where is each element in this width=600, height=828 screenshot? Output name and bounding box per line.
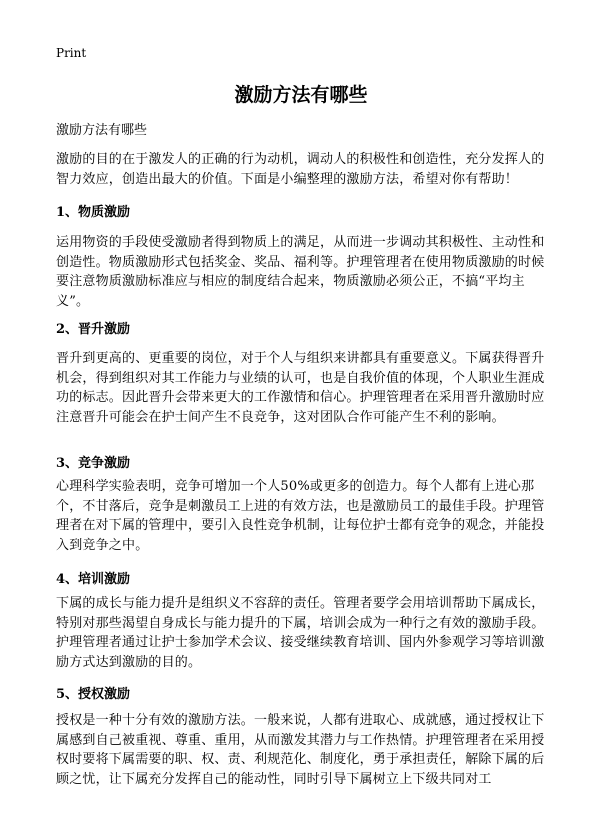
section-heading-training: 4、培训激励 — [56, 572, 131, 587]
print-link[interactable]: Print — [56, 46, 87, 60]
section-heading-competition: 3、竞争激励 — [56, 456, 131, 471]
section-heading-authorization: 5、授权激励 — [56, 687, 131, 702]
page-title: 激励方法有哪些 — [234, 84, 368, 106]
intro-paragraph: 激励的目的在于激发人的正确的行为动机，调动人的积极性和创造性，充分发挥人的智力效应，创造出最大的价值。下面是小编整理的激励方法，希望对你有帮助！ — [56, 152, 545, 187]
section-body-training: 下属的成长与能力提升是组织义不容辞的责任。管理者要学会用培训帮助下属成长，特别对那些渴望自身成长与能力提升的下属，培训会成为一种行之有效的激励手段。护理管理者通过让护士参加学术会议、接受继续教育培训、国内外参观学习等培训激励方式达到激励的目的。 — [56, 596, 545, 670]
section-heading-promotion: 2、晋升激励 — [56, 322, 131, 337]
article-subtitle: 激励方法有哪些 — [56, 123, 148, 138]
section-body-promotion: 晋升到更高的、更重要的岗位，对于个人与组织来讲都具有重要意义。下属获得晋升机会，得到组织对其工作能力与业绩的认可，也是自我价值的体现，个人职业生涯成功的标志。因此晋升会带来更大的工作激情和信心。护理管理者在采用晋升激励时应注意晋升可能会在护士间产生不良竞争，这对团队合作可能产生不利的影响。 — [56, 351, 545, 425]
section-body-authorization: 授权是一种十分有效的激励方法。一般来说，人都有进取心、成就感，通过授权让下属感到自己被重视、尊重、重用，从而激发其潜力与工作热情。护理管理者在采用授权时要将下属需要的职、权、责、利规范化、制度化，勇于承担责任，解除下属的后顾之忧，让下属充分发挥自己的能动性，同时引导下属树立上下级共同对工 — [56, 713, 545, 787]
section-body-material: 运用物资的手段使受激励者得到物质上的满足，从而进一步调动其积极性、主动性和创造性。物质激励形式包括奖金、奖品、福利等。护理管理者在使用物质激励的时候要注意物质激励标准应与相应的制度结合起来，物质激励必须公正，不搞“平均主义”。 — [56, 235, 545, 309]
section-heading-material: 1、物质激励 — [56, 205, 131, 220]
section-body-competition: 心理科学实验表明，竞争可增加一个人50%或更多的创造力。每个人都有上进心那个，不甘落后，竞争是刺激员工上进的有效方法，也是激励员工的最佳手段。护理管理者在对下属的管理中，要引入良性竞争机制，让每位护士都有竞争的观念，并能投入到竞争之中。 — [56, 479, 545, 553]
